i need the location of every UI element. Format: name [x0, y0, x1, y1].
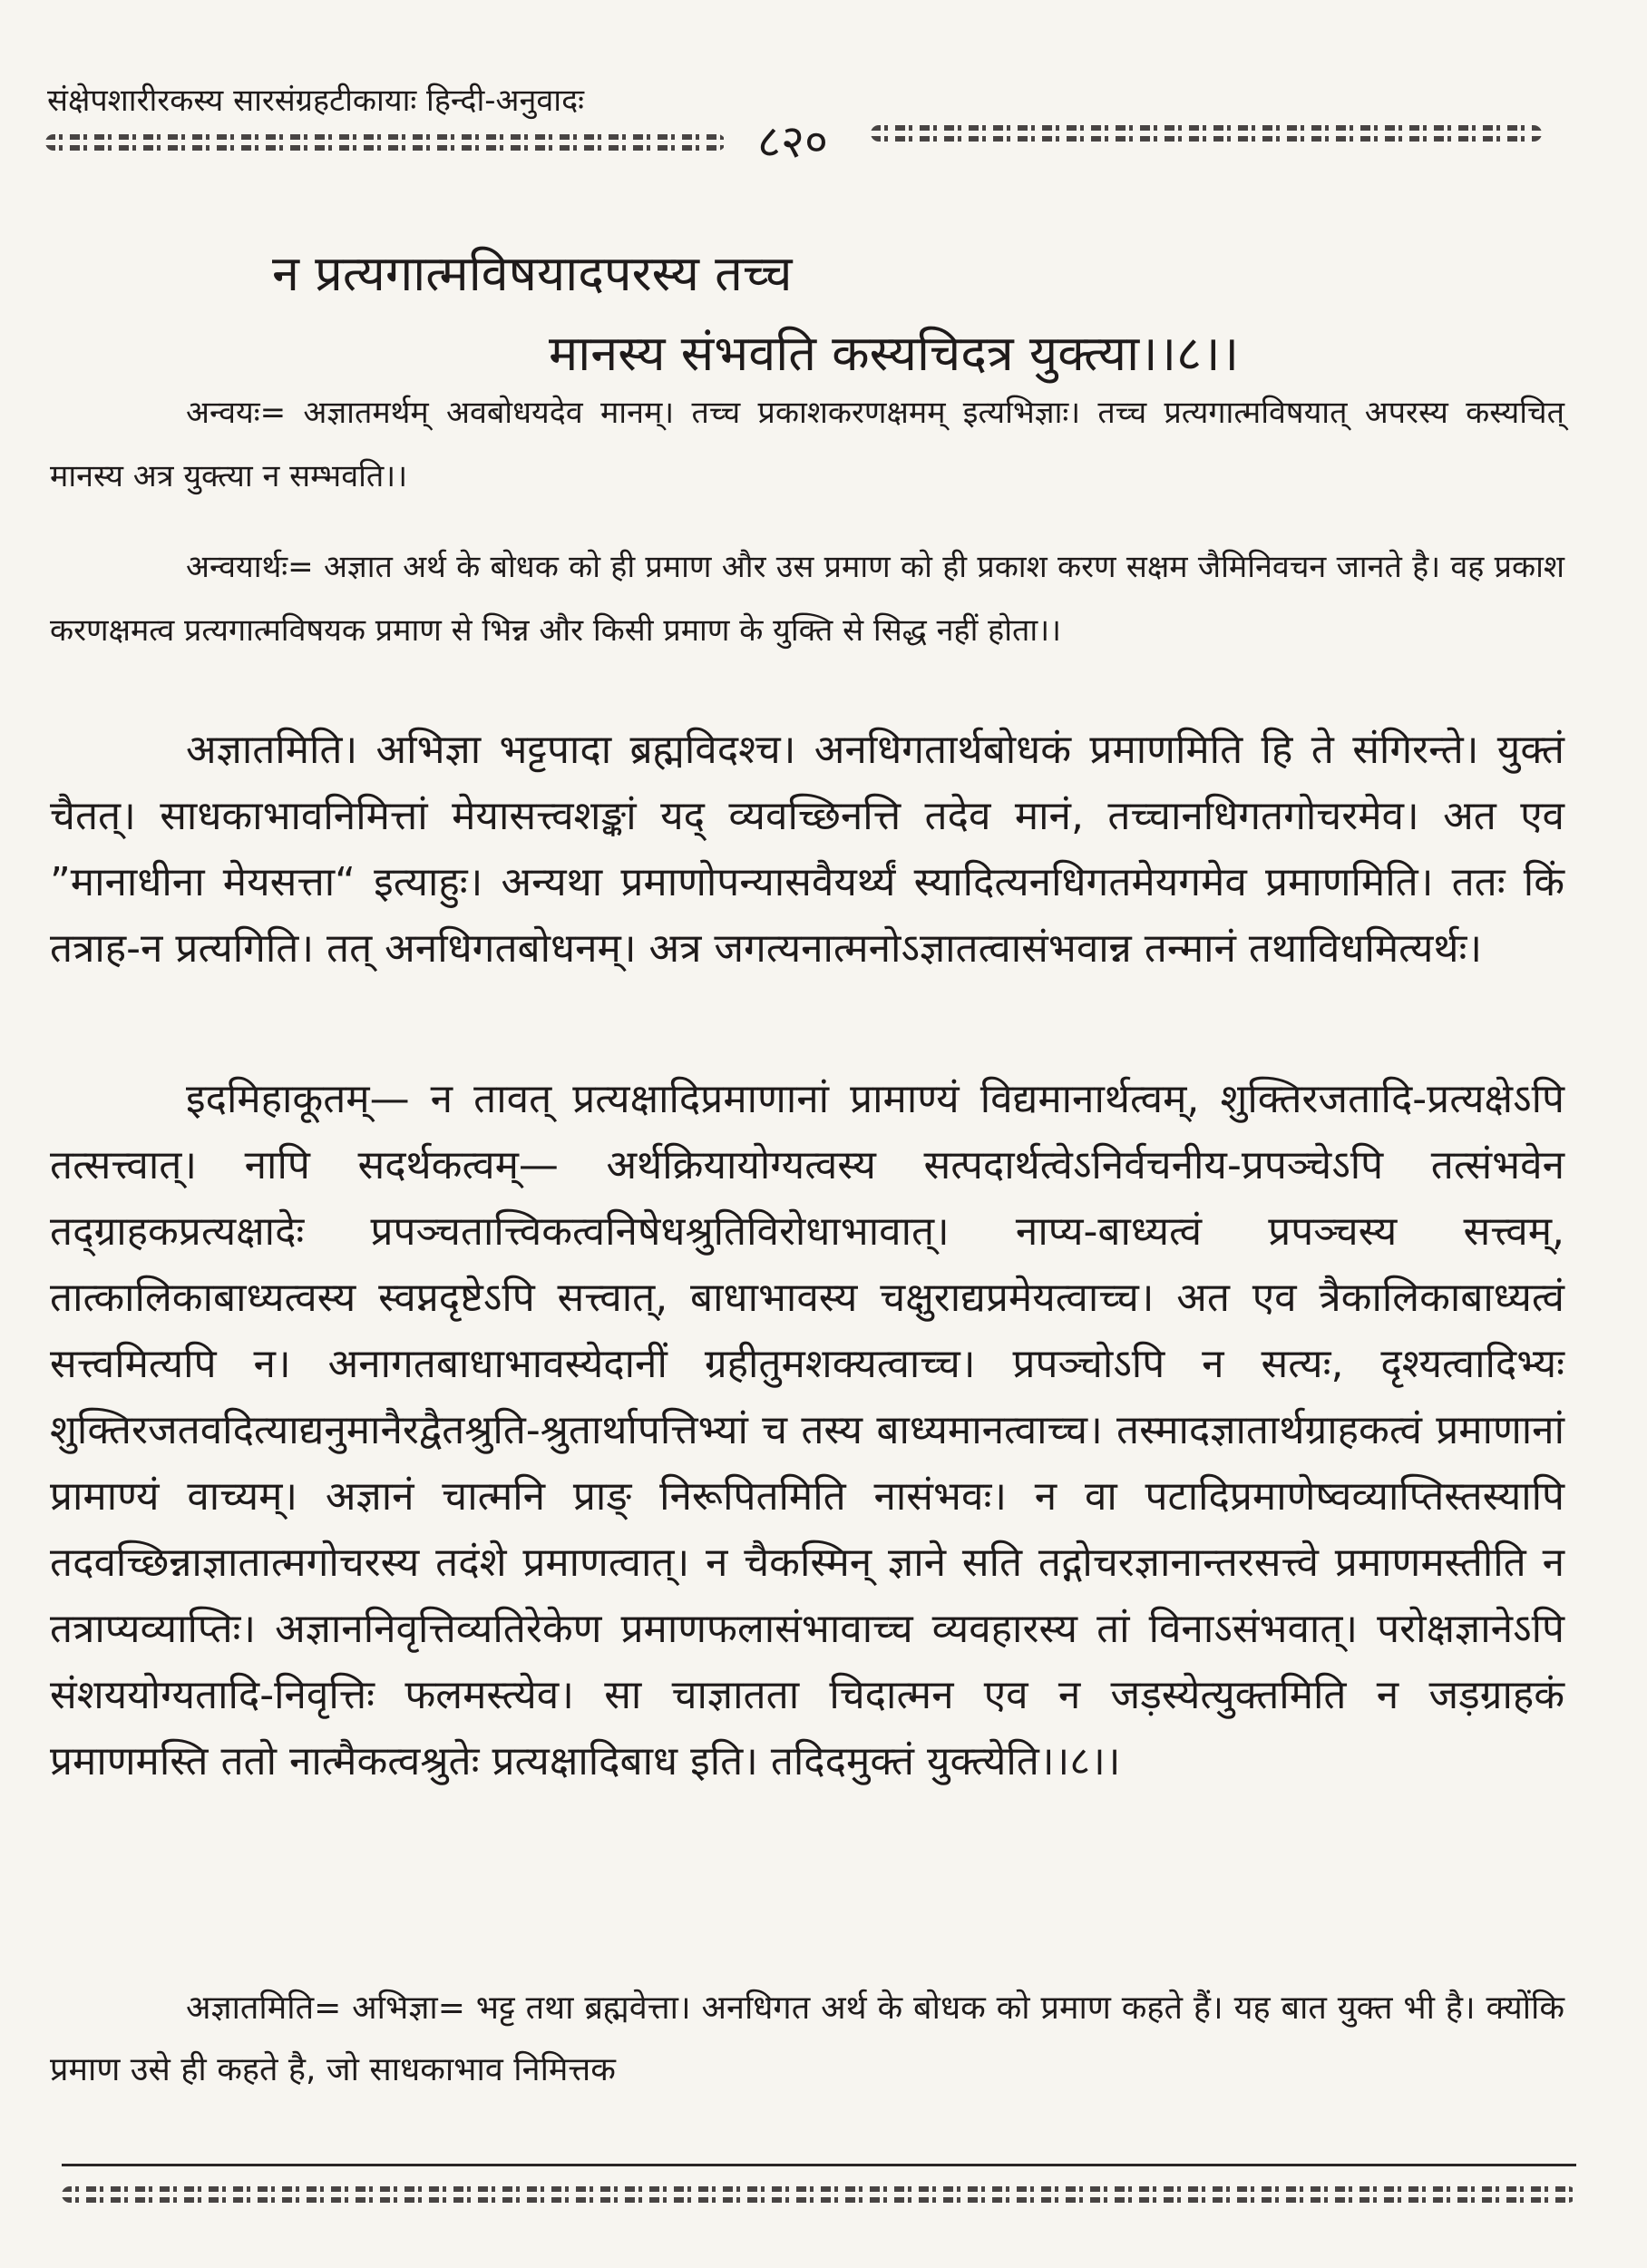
anvaya-paragraph: अन्वयः= अज्ञातमर्थम् अवबोधयदेव मानम्। तच्च प्रकाशकरणक्षमम् इत्यभिज्ञाः। तच्च प्रत्यगात्मविषयात् अपरस्य कस्यचित् मानस्य अत्र युक्त्या न सम्भवति।।	[50, 395, 1564, 494]
verse-line-2: मानस्य संभवति कस्यचिदत्र युक्त्या।।८।।	[549, 325, 1240, 382]
commentary-paragraph-2: इदमिहाकूतम्— न तावत् प्रत्यक्षादिप्रमाणानां प्रामाण्यं विद्यमानार्थत्वम्, शुक्तिरजतादि-प्रत्यक्षेऽपि तत्सत्त्वात्। नापि सदर्थकत्वम्— अर्थक्रियायोग्यत्वस्य सत्पदार्थत्वेऽनिर्वचनीय-प्रपञ्चेऽपि तत्संभवेन तद्ग्राहकप्रत्यक्षादेः प्रपञ्चतात्त्विकत्वनिषेधश्रुतिविरोधाभावात्। नाप्य-बाध्यत्वं प्रपञ्चस्य सत्त्वम्, तात्कालिकाबाध्यत्वस्य स्वप्नदृष्टेऽपि सत्त्वात्, बाधाभावस्य चक्षुराद्यप्रमेयत्वाच्च। अत एव त्रैकालिकाबाध्यत्वं सत्त्वमित्यपि न। अनागतबाधाभावस्येदानीं ग्रहीतुमशक्यत्वाच्च। प्रपञ्चोऽपि न सत्यः, दृश्यत्वादिभ्यः शुक्तिरजतवदित्याद्यनुमानैरद्वैतश्रुति-श्रुतार्थापत्तिभ्यां च तस्य बाध्यमानत्वाच्च। तस्मादज्ञातार्थग्राहकत्वं प्रमाणानां प्रामाण्यं वाच्यम्। अज्ञानं चात्मनि प्राङ् निरूपितमिति नासंभवः। न वा पटादिप्रमाणेष्वव्याप्तिस्तस्यापि तदवच्छिन्नाज्ञातात्मगोचरस्य तदंशे प्रमाणत्वात्। न चैकस्मिन् ज्ञाने सति तद्गोचरज्ञानान्तरसत्त्वे प्रमाणमस्तीति न तत्राप्यव्याप्तिः। अज्ञाननिवृत्तिव्यतिरेकेण प्रमाणफलासंभावाच्च व्यवहारस्य तां विनाऽसंभवात्। परोक्षज्ञानेऽपि संशययोग्यतादि-निवृत्तिः फलमस्त्येव। सा चाज्ञातता चिदात्मन एव न जड़स्येत्युक्तमिति न जड़ग्राहकं प्रमाणमस्ति ततो नात्मैकत्वश्रुतेः प्रत्यक्षादिबाध इति। तदिदमुक्तं युक्त्येति।।८।।	[50, 1076, 1564, 1784]
running-title: संक्षेपशारीरकस्य सारसंग्रहटीकायाः हिन्दी-अनुवादः	[47, 83, 585, 119]
header-ornament-left	[45, 134, 726, 151]
commentary-paragraph-1: अज्ञातमिति। अभिज्ञा भट्टपादा ब्रह्मविदश्च। अनधिगतार्थबोधकं प्रमाणमिति हि ते संगिरन्ते। युक्तं चैतत्। साधकाभावनिमित्तां मेयासत्त्वशङ्कां यद् व्यवच्छिनत्ति तदेव मानं, तच्चानधिगतगोचरमेव। अत एव ”मानाधीना मेयसत्ता“ इत्याहुः। अन्यथा प्रमाणोपन्यासवैयर्थ्यं स्यादित्यनधिगतमेयगमेव प्रमाणमिति। ततः किं तत्राह-न प्रत्यगिति। तत् अनधिगतबोधनम्। अत्र जगत्यनात्मनोऽज्ञातत्वासंभवान्न तन्मानं तथाविधमित्यर्थः।	[50, 727, 1564, 972]
header-ornament-right	[871, 125, 1542, 142]
translation-paragraph: अज्ञातमिति= अभिज्ञा= भट्ट तथा ब्रह्मवेत्ता। अनधिगत अर्थ के बोधक को प्रमाण कहते हैं। यह बात युक्त भी है। क्योंकि प्रमाण उसे ही कहते है, जो साधकाभाव निमित्तक	[50, 1989, 1564, 2088]
page-number: ८२०	[757, 115, 828, 168]
verse-line-1: न प्रत्यगात्मविषयादपरस्य तच्च	[272, 245, 793, 302]
footer-ornament	[62, 2186, 1576, 2203]
footer-rule	[62, 2164, 1576, 2166]
anvayartha-paragraph: अन्वयार्थः= अज्ञात अर्थ के बोधक को ही प्रमाण और उस प्रमाण को ही प्रकाश करण सक्षम जैमिनिवचन जानते है। वह प्रकाश करणक्षमत्व प्रत्यगात्मविषयक प्रमाण से भिन्न और किसी प्रमाण के युक्ति से सिद्ध नहीं होता।।	[50, 549, 1564, 649]
